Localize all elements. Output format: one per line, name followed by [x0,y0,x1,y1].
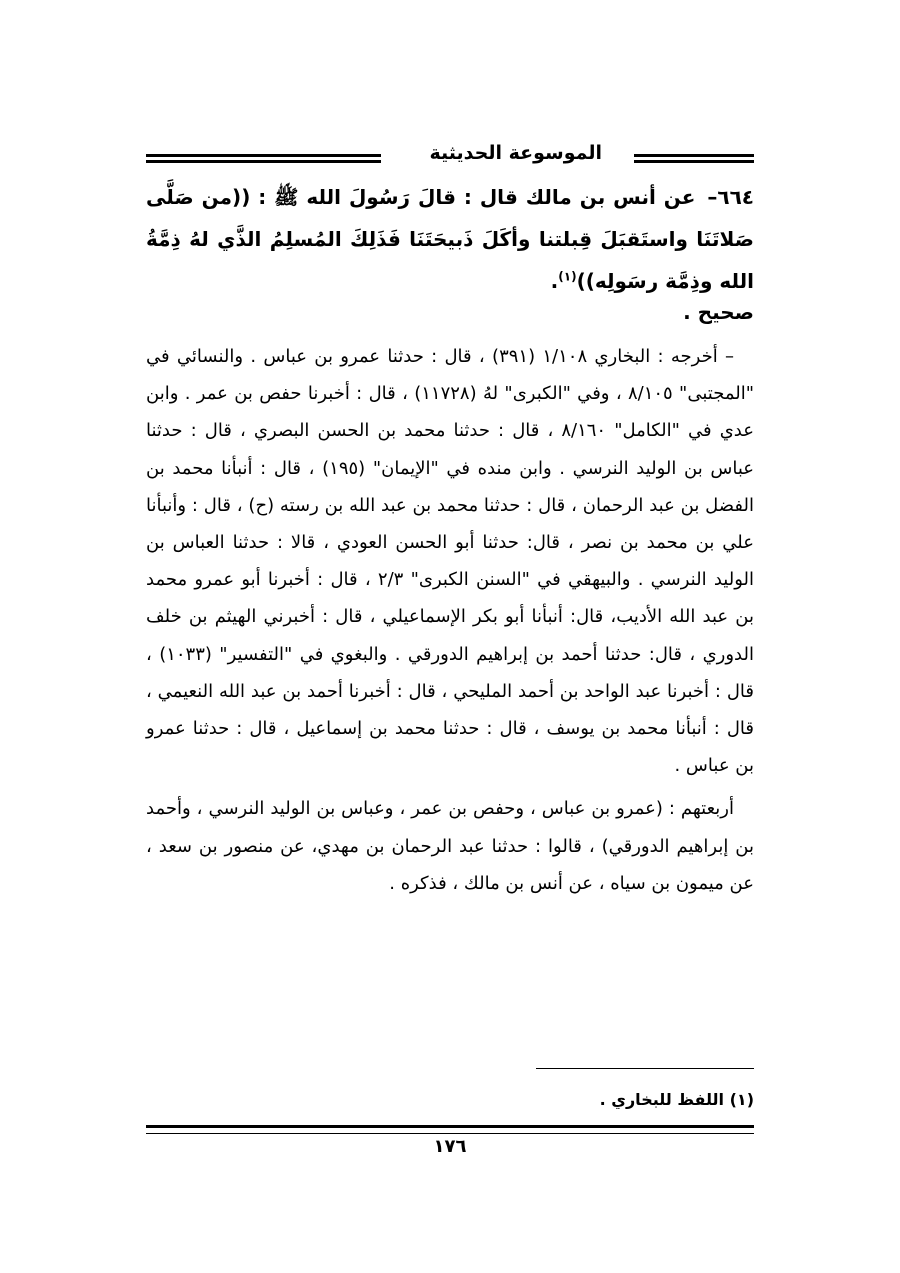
summary-paragraph: أربعتهم : (عمرو بن عباس ، وحفص بن عمر ، وعباس بن الوليد النرسي ، وأحمد بن إبراهيم الدورقي) ، قالوا : حدثنا عبد الرحمان بن مهدي، عن منصور بن سعد ، عن ميمون بن سياه ، عن أنس بن مالك ، فذكره . [146,798,754,894]
page-header [146,140,754,180]
document-page [146,140,754,1260]
page-title: الموسوعة الحديثية [429,142,602,164]
hadith-number: ٦٦٤– [707,185,754,209]
footnote-divider [536,1068,754,1069]
page-number: ١٧٦ [433,1136,467,1157]
hadith-text-block: ٦٦٤– عن أنس بن مالك قال : قالَ رَسُولَ الله ﷺ : ((من صَلَّى صَلاتَنَا واستَقبَلَ قِبلتنا وأكَلَ ذَبيحَتَنَا فَذَلِكَ المُسلِمُ الذَّي لهُ ذِمَّةُ الله وذِمَّة رسَولِه))$^{(١)}$. [146,185,754,293]
hadith-grade: صحيح . [683,300,754,324]
page-footer-rule [146,1125,754,1134]
takhrij-body [146,338,754,902]
footnote-reference: (١) [558,269,577,284]
footnote-text: (١) اللفظ للبخاري . [599,1090,754,1109]
hadith-text: عن أنس بن مالك قال : قالَ رَسُولَ الله ﷺ : ((من صَلَّى صَلاتَنَا واستَقبَلَ قِبلتنا وأكَلَ ذَبيحَتَنَا فَذَلِكَ المُسلِمُ الذَّي لهُ ذِمَّةُ الله وذِمَّة رسَولِه)) [146,185,754,293]
takhrij-paragraph: – أخرجه : البخاري ١/١٠٨ (٣٩١) ، قال : حدثنا عمرو بن عباس . والنسائي في "المجتبى" ٨/١٠٥ ، وفي "الكبرى" لهُ (١١٧٢٨) ، قال : أخبرنا حفص بن عمر . وابن عدي في "الكامل" ٨/١٦٠ ، قال : حدثنا محمد بن الحسن البصري ، قال : حدثنا عباس بن الوليد النرسي . وابن منده في "الإيمان" (١٩٥) ، قال : أنبأنا محمد بن الفضل بن عبد الرحمان ، قال : حدثنا محمد بن عبد الله بن رسته (ح) ، قال : وأنبأنا علي بن محمد بن نصر ، قال: حدثنا أبو الحسن العودي ، قالا : حدثنا العباس بن الوليد النرسي . والبيهقي في "السنن الكبرى" ٢/٣ ، قال : أخبرنا أبو عمرو محمد بن عبد الله الأديب، قال: أنبأنا أبو بكر الإسماعيلي ، قال : أخبرني الهيثم بن خلف الدوري ، قال: حدثنا أحمد بن إبراهيم الدورقي . والبغوي في "التفسير" (١٠٣٣) ، قال : أخبرنا عبد الواحد بن أحمد المليحي ، قال : أخبرنا أحمد بن عبد الله النعيمي ، قال : أنبأنا محمد بن يوسف ، قال : حدثنا محمد بن إسماعيل ، قال : حدثنا عمرو بن عباس . [146,346,754,777]
header-rule-left [146,154,381,163]
header-rule-right [634,154,754,163]
